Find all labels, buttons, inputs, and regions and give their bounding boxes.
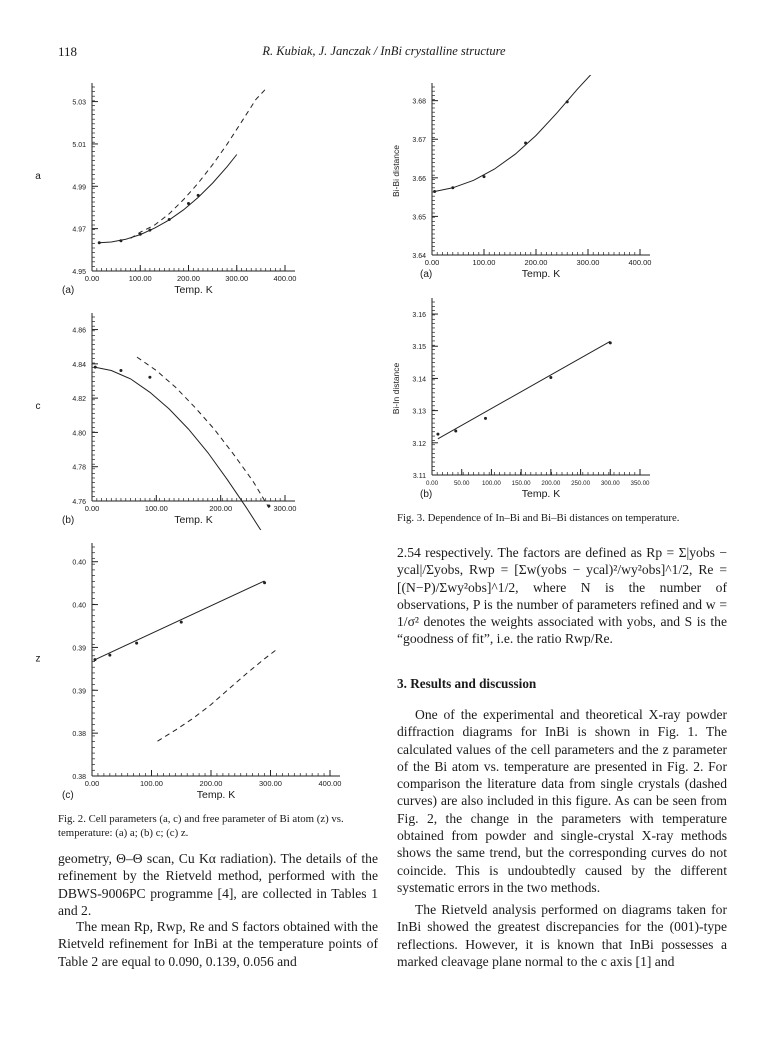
y-tick-label: 0.38 (72, 774, 86, 781)
x-axis-label: Temp. K (521, 268, 561, 280)
running-head: R. Kubiak, J. Janczak / InBi crystalline structure (262, 44, 506, 58)
x-tick-label: 350.00 (630, 480, 650, 487)
page-number: 118 (58, 44, 78, 59)
series-line-solid (95, 581, 265, 660)
y-tick-label: 3.65 (412, 214, 426, 222)
y-tick-label: 4.97 (72, 226, 86, 234)
y-tick-label: 4.99 (72, 184, 86, 192)
x-tick-label: 100.00 (128, 274, 152, 283)
data-point (566, 100, 569, 103)
y-tick-label: 0.40 (72, 559, 86, 567)
x-tick-label: 200.00 (177, 274, 200, 283)
x-tick-label: 300.00 (576, 258, 600, 267)
data-point (94, 366, 97, 369)
data-point (98, 241, 101, 244)
y-tick-label: 4.80 (72, 430, 86, 438)
x-tick-label: 0.00 (84, 779, 100, 788)
x-tick-label: 300.00 (273, 504, 297, 513)
x-tick-label: 100.00 (140, 779, 163, 788)
x-tick-label: 50.00 (453, 480, 470, 487)
y-tick-label: 3.15 (412, 344, 426, 352)
y-tick-label: 4.86 (72, 327, 86, 335)
data-point (187, 202, 190, 205)
y-tick-label: 3.16 (412, 312, 426, 320)
data-point (549, 376, 552, 379)
x-tick-label: 0.00 (424, 258, 440, 267)
y-tick-label: 5.01 (72, 141, 86, 149)
panel-label: (a) (420, 269, 433, 280)
x-tick-label: 400.00 (318, 779, 342, 788)
fig2c-chart (30, 535, 360, 805)
data-point (263, 581, 266, 584)
data-point (148, 229, 151, 232)
y-tick-label: 4.95 (72, 269, 86, 276)
x-tick-label: 200.00 (524, 258, 548, 267)
fig2-caption: Fig. 2. Cell parameters (a, c) and free parameter of Bi atom (z) vs. temperature: (a) a; (b) c; (c) z. (58, 813, 344, 839)
y-axis-label: z (35, 653, 41, 665)
x-tick-label: 300.00 (600, 480, 620, 487)
data-point (454, 429, 457, 432)
x-tick-label: 300.00 (225, 274, 249, 283)
x-tick-label: 400.00 (273, 274, 297, 283)
x-tick-label: 300.00 (259, 779, 282, 788)
data-point (609, 341, 612, 344)
x-tick-label: 400.00 (628, 258, 652, 267)
fig2a-chart (30, 75, 360, 300)
panel-label: (a) (62, 285, 75, 296)
data-point (524, 142, 527, 145)
data-point (108, 654, 111, 657)
y-tick-label: 0.38 (72, 731, 86, 739)
y-tick-label: 0.40 (72, 602, 86, 610)
x-axis-label: Temp. K (174, 284, 213, 296)
y-tick-label: 3.66 (412, 175, 426, 183)
panel-label: (b) (62, 515, 75, 526)
y-tick-label: 4.84 (72, 361, 86, 369)
x-tick-label: 100.00 (481, 480, 501, 487)
right-paragraph-3: The Rietveld analysis performed on diagrams taken for InBi showed the greatest discrepancies for the (001)-type reflections. However, it is known that InBi possesses a marked cleavage plane normal to the c axis [1] and (397, 902, 727, 969)
fig2b-chart (30, 305, 360, 530)
x-tick-label: 200.00 (541, 480, 561, 487)
series-line-solid (95, 367, 262, 530)
data-point (139, 233, 142, 236)
x-tick-label: 200.00 (199, 779, 223, 788)
x-tick-label: 200.00 (209, 504, 233, 513)
data-point (483, 175, 486, 178)
fig3-caption: Fig. 3. Dependence of In–Bi and Bi–Bi distances on temperature. (397, 512, 680, 524)
section-heading: 3. Results and discussion (397, 676, 537, 691)
y-tick-label: 0.39 (72, 688, 86, 696)
data-point (148, 376, 151, 379)
y-tick-label: 3.11 (412, 473, 426, 480)
y-tick-label: 4.76 (72, 499, 86, 506)
data-point (180, 621, 183, 624)
data-point (436, 433, 439, 436)
fig3a-chart (385, 75, 715, 285)
y-tick-label: 3.68 (412, 98, 426, 106)
y-tick-label: 3.64 (412, 253, 426, 260)
series-line-solid (435, 75, 594, 192)
data-point (135, 642, 138, 645)
data-point (168, 218, 171, 221)
series-line-solid (438, 341, 610, 439)
series-line-dashed (131, 89, 266, 238)
y-tick-label: 4.78 (72, 464, 86, 472)
data-point (93, 658, 96, 661)
panel-label: (b) (420, 489, 433, 500)
y-tick-label: 4.82 (72, 396, 86, 404)
y-tick-label: 0.39 (72, 645, 86, 653)
data-point (267, 505, 270, 508)
data-point (433, 190, 436, 193)
x-tick-label: 100.00 (144, 504, 168, 513)
data-point (451, 186, 454, 189)
y-tick-label: 3.12 (412, 440, 426, 448)
series-line-solid (99, 155, 237, 243)
y-tick-label: 5.03 (72, 99, 86, 107)
y-tick-label: 3.67 (412, 137, 426, 145)
right-paragraph-2: One of the experimental and theoretical X-ray powder diffraction diagrams for InBi is shown in Fig. 1. The calculated values of the cell parameters and the z parameter of the Bi atom vs. temperature are presented in Fig. 2. For comparison the literature data from single crystals (dashed curves) are also included in this figure. As can be seen from Fig. 2, the change in the parameters with temperature obtained from powder and single-crystal X-ray methods shows the same trend, but the corresponding curves do not coincide. This is undoubtedly caused by the different systematic errors in the two methods. (397, 707, 727, 895)
y-axis-label: c (35, 401, 41, 412)
left-paragraph-2: The mean Rp, Rwp, Re and S factors obtained with the Rietveld refinement for InBi at the temperature points of Table 2 are equal to 0.090, 0.139, 0.056 and (58, 919, 378, 969)
x-tick-label: 150.00 (511, 480, 531, 487)
left-paragraph-1: geometry, Θ–Θ scan, Cu Kα radiation). The details of the refinement by the Rietveld method, performed with the DBWS-9006PC programme [4], are collected in Tables 1 and 2. (58, 851, 378, 918)
x-tick-label: 0.00 (425, 480, 439, 487)
data-point (197, 194, 200, 197)
fig3b-chart (385, 290, 715, 505)
y-axis-label: Bi-In distance (391, 362, 401, 415)
data-point (484, 417, 487, 420)
series-line-dashed (158, 650, 277, 742)
x-tick-label: 0.00 (84, 504, 100, 513)
data-point (119, 369, 122, 372)
x-tick-label: 100.00 (472, 258, 496, 267)
y-tick-label: 3.13 (412, 408, 426, 416)
x-tick-label: 0.00 (84, 274, 100, 283)
panel-label: (c) (62, 790, 74, 801)
x-axis-label: Temp. K (521, 488, 561, 500)
series-line-dashed (137, 357, 269, 508)
y-axis-label: Bi-Bi distance (391, 145, 401, 197)
x-axis-label: Temp. K (174, 514, 213, 526)
y-axis-label: a (35, 171, 41, 182)
x-tick-label: 250.00 (571, 480, 591, 487)
y-tick-label: 3.14 (412, 376, 426, 384)
right-paragraph-1: 2.54 respectively. The factors are defined as Rp = Σ|yobs − ycal|/Σyobs, Rwp = [Σw(yobs − ycal)²/wy²obs]^1/2, Re = [(N−P)/Σwy²obs]^1/2, where N is the number of observations, P is the number of parameters refined and w = 1/σ² denotes the weights associated with yobs, and S is the “goodness of fit”, i.e. the ratio Rwp/Re. (397, 545, 727, 647)
x-axis-label: Temp. K (196, 789, 236, 801)
data-point (119, 239, 122, 242)
